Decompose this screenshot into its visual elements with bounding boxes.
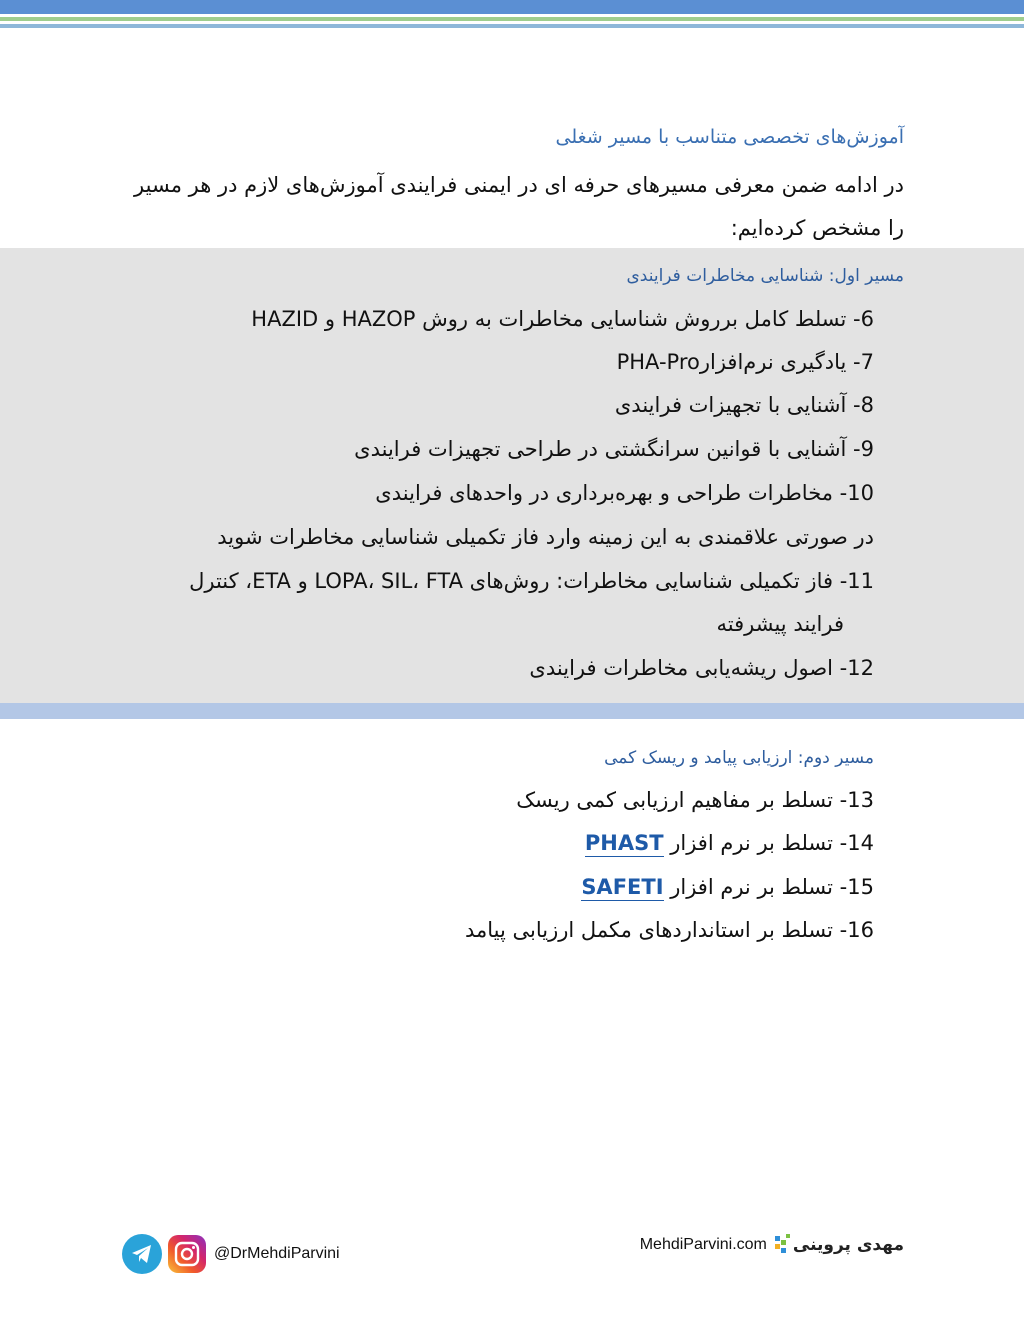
list-item: 12- اصول ریشه‌یابی مخاطرات فرایندی — [529, 656, 874, 680]
list-item: 11- فاز تکمیلی شناسایی مخاطرات: روش‌های LOPA، SIL، FTA و ETA، کنترل — [189, 569, 874, 593]
top-divider-green — [0, 17, 1024, 21]
list-item-text: 14- تسلط بر نرم افزار — [670, 831, 874, 855]
brand-logo — [775, 1234, 904, 1256]
path-two-title: مسیر دوم: ارزیابی پیامد و ریسک کمی — [604, 748, 874, 768]
site-footer — [640, 1234, 904, 1256]
section-heading: آموزش‌های تخصصی متناسب با مسیر شغلی — [555, 126, 904, 148]
top-band — [0, 0, 1024, 14]
list-item-continuation: فرایند پیشرفته — [716, 612, 844, 636]
social-footer — [122, 1234, 340, 1274]
list-item: 7- یادگیری نرم‌افزارPHA-Pro — [616, 350, 874, 374]
social-handle[interactable]: @DrMehdiParvini — [214, 1245, 340, 1262]
list-item: 10- مخاطرات طراحی و بهره‌برداری در واحدهای فرایندی — [375, 481, 874, 505]
website-link[interactable]: MehdiParvini.com — [639, 1236, 767, 1253]
instagram-icon[interactable] — [168, 1235, 206, 1273]
list-item-text: 15- تسلط بر نرم افزار — [670, 875, 874, 899]
list-item: 8- آشنایی با تجهیزات فرایندی — [614, 393, 874, 417]
list-item: 13- تسلط بر مفاهیم ارزیابی کمی ریسک — [516, 788, 874, 812]
list-item: 6- تسلط کامل برروش شناسایی مخاطرات به روش HAZOP و HAZID — [251, 307, 874, 331]
list-item — [581, 866, 874, 909]
list-item: 16- تسلط بر استانداردهای مکمل ارزیابی پیامد — [465, 918, 874, 942]
list-item: 9- آشنایی با قوانین سرانگشتی در طراحی تجهیزات فرایندی — [354, 437, 874, 461]
phast-link[interactable]: PHAST — [584, 831, 664, 855]
safeti-link[interactable]: SAFETI — [581, 875, 664, 899]
logo-text: مهدی پروینی — [792, 1235, 904, 1255]
list-note: در صورتی علاقمندی به این زمینه وارد فاز تکمیلی شناسایی مخاطرات شوید — [217, 525, 874, 549]
list-item — [585, 822, 874, 865]
telegram-icon[interactable] — [122, 1234, 162, 1274]
intro-paragraph: در ادامه ضمن معرفی مسیرهای حرفه ای در ایمنی فرایندی آموزش‌های لازم در هر مسیر را مشخص کرده‌ایم: — [134, 173, 904, 240]
top-divider-blue — [0, 24, 1024, 28]
path-one-title: مسیر اول: شناسایی مخاطرات فرایندی — [626, 266, 904, 286]
logo-mark-icon — [775, 1234, 791, 1256]
section-divider-bar — [0, 703, 1024, 719]
